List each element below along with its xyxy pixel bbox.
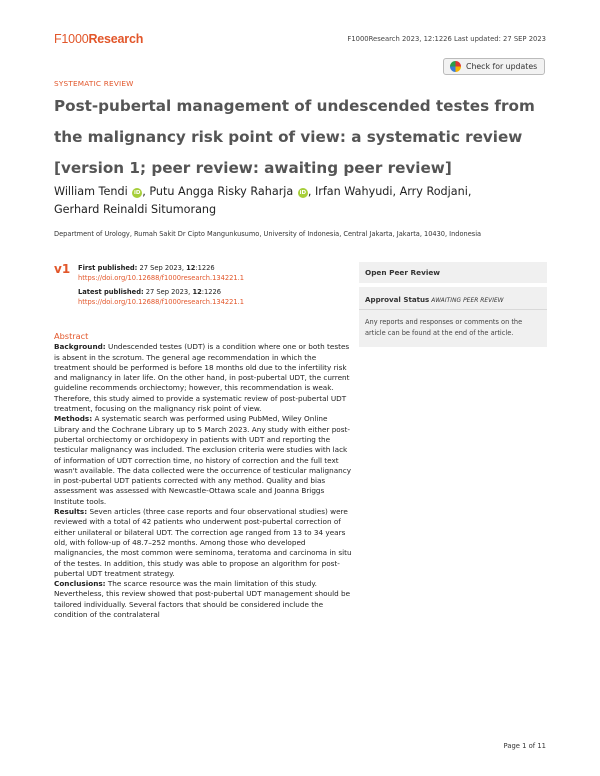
results-label: Results: [54, 507, 88, 517]
abstract [54, 331, 354, 620]
latest-published-date: 27 Sep 2023, [143, 288, 193, 296]
approval-status-label: Approval Status [365, 295, 430, 304]
panel-divider [359, 283, 547, 287]
author-list [54, 183, 550, 219]
results-text: Seven articles (three case reports and four observational studies) were reviewed with a total of 42 patients who underwent post-pubertal correction of either unilateral or bilateral UDT. The correction age ranged from 13 to 34 years old, with follow-up of 48.7–252 months. Among those who developed malignancies, the most common were seminoma, teratoma and carcinoma in situ of the testes. In addition, this study was able to propose an algorithm for post-pubertal UDT treatment strategy. [54, 507, 352, 578]
methods-label: Methods: [54, 414, 93, 424]
first-published [78, 264, 378, 283]
open-peer-review-panel [359, 262, 547, 347]
panel-rule [359, 309, 547, 310]
crossmark-icon [450, 61, 461, 72]
methods-text: A systematic search was performed using PubMed, Wiley Online Library and the Cochrane Library up to 5 March 2023. Any study with either post-pubertal orchiectomy or orchidopexy in patients with UDT and reporting the testicular malignancy was included. The exclusion criteria were studies with lack of information of UDT correction time, no history of correction and the full text wasn't available. The data collected were the occurrence of testicular malignancy in post-pubertal UDT patients corrected with any method. Quality and bias assessment was assessed with Newcastle-Ottawa scale and Joanna Briggs Institute tools. [54, 414, 352, 506]
first-published-doi-link[interactable]: https://doi.org/10.12688/f1000research.134221.1 [78, 273, 245, 282]
approval-status-value: AWAITING PEER REVIEW [431, 298, 504, 304]
check-updates-label: Check for updates [466, 62, 538, 71]
latest-published-volume: 12 [192, 288, 202, 296]
author-names[interactable]: , Irfan Wahyudi, Arry Rodjani, [307, 185, 472, 198]
affiliation: Department of Urology, Rumah Sakit Dr Cipto Mangunkusumo, University of Indonesia, Central Jakarta, Jakarta, 10430, Indonesia [54, 230, 482, 238]
first-published-page: :1226 [195, 264, 215, 272]
page-number: Page 1 of 11 [503, 742, 546, 750]
latest-published-page: :1226 [201, 288, 222, 296]
journal-info: F1000Research 2023, 12:1226 Last updated: 27 SEP 2023 [347, 35, 546, 43]
author-name[interactable]: , Putu Angga Risky Raharja [142, 185, 294, 198]
version-badge: v1 [54, 262, 71, 276]
abstract-results [54, 507, 354, 579]
peer-review-note: Any reports and responses or comments on the article can be found at the end of the article. [365, 318, 523, 337]
first-published-label: First published: [78, 264, 138, 272]
article-title: Post-pubertal management of undescended testes from the malignancy risk point of view: a systematic review [version 1; peer review: awaiting peer review] [54, 97, 535, 177]
conclusions-label: Conclusions: [54, 579, 106, 589]
orcid-icon[interactable]: iD [299, 190, 307, 196]
abstract-heading: Abstract [54, 331, 89, 341]
page-header [54, 32, 546, 48]
conclusions-text: The scarce resource was the main limitation of this study. Nevertheless, this review showed that post-pubertal UDT management should be tailored individually. Several factors that should be considered include the condition of the contralateral [54, 579, 351, 620]
peer-review-title: Open Peer Review [365, 268, 441, 277]
background-label: Background: [54, 342, 106, 352]
latest-published-label: Latest published: [78, 288, 144, 296]
logo-suffix: Research [88, 32, 144, 46]
author-name[interactable]: William Tendi [54, 185, 128, 198]
background-text: Undescended testes (UDT) is a condition where one or both testes is absent in the scrotum. The general age recommendation in which the treatment should be performed is before 18 months old due to the infertility risk and malignancy in later life. On the other hand, in post-pubertal UDT, the current guideline recommends orchiectomy; however, this recommendation is weak. Therefore, this study aimed to provide a systematic review of post-pubertal UDT treatment, focusing on the malignancy risk point of view. [54, 342, 350, 414]
abstract-methods [54, 414, 354, 507]
abstract-conclusions [54, 579, 354, 620]
logo-prefix: F1000 [54, 32, 89, 46]
orcid-icon[interactable]: iD [134, 190, 141, 196]
approval-status [365, 295, 504, 304]
f1000-logo[interactable] [54, 32, 143, 46]
first-published-volume: 12 [186, 264, 196, 272]
first-published-date: 27 Sep 2023, [137, 264, 187, 272]
abstract-background [54, 342, 354, 414]
latest-published [78, 288, 378, 307]
author-name[interactable]: Gerhard Reinaldi Situmorang [54, 203, 217, 216]
check-for-updates-button[interactable] [443, 58, 545, 75]
article-type-tag: SYSTEMATIC REVIEW [54, 79, 134, 88]
latest-published-doi-link[interactable]: https://doi.org/10.12688/f1000research.134221.1 [78, 297, 245, 306]
